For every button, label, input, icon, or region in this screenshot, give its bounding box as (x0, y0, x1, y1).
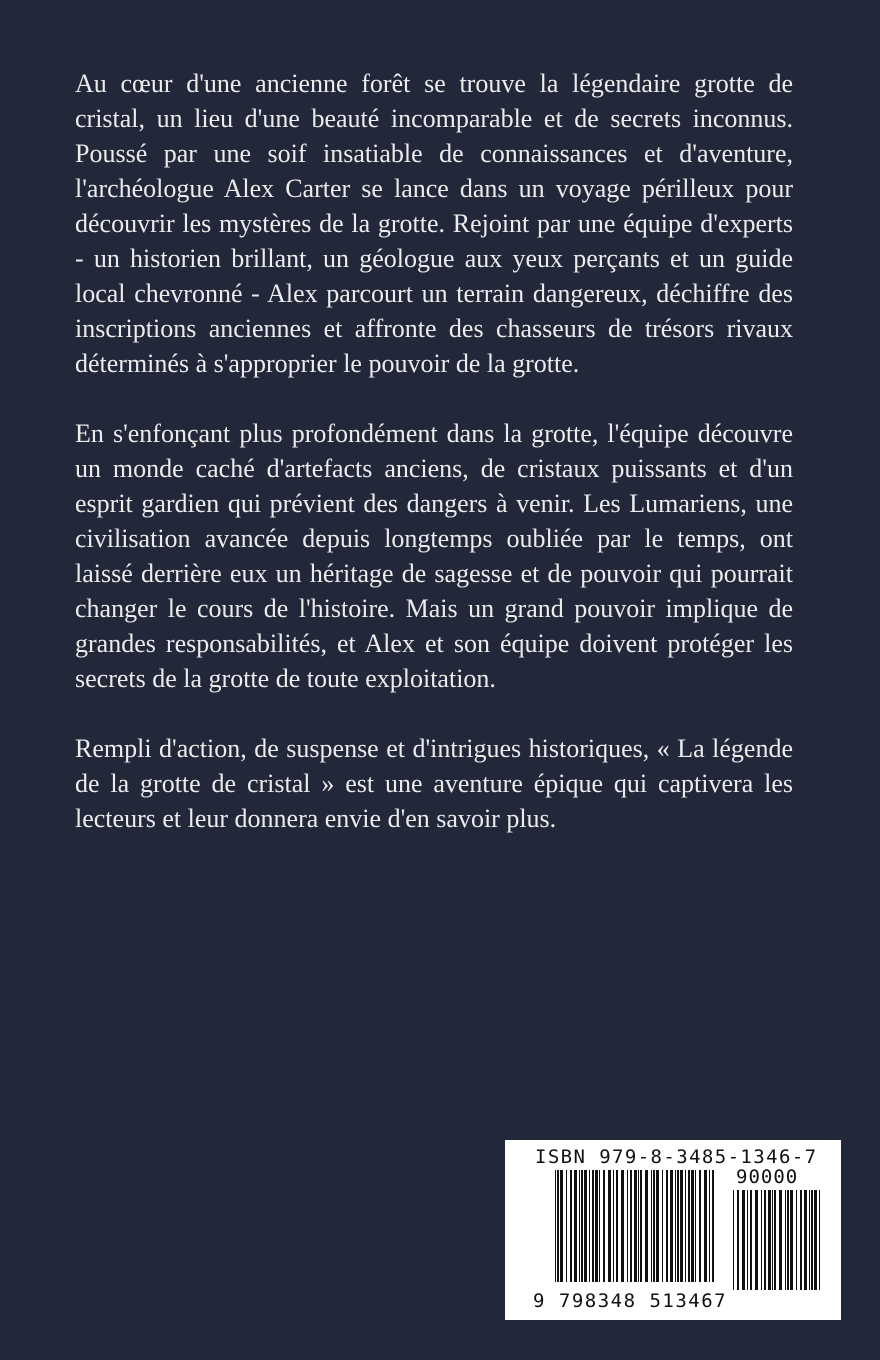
blurb-paragraph-3: Rempli d'action, de suspense et d'intrigues historiques, « La légende de la grotte de cristal » est une aventure épique qui captivera les lecteurs et leur donnera envie d'en savoir plus. (75, 734, 793, 833)
addon-bars (733, 1190, 820, 1290)
barcode-bar (574, 1170, 577, 1282)
barcode-bar (638, 1170, 639, 1282)
isbn-label: ISBN 979-8-3485-1346-7 (535, 1146, 818, 1168)
barcode-bar (653, 1170, 655, 1282)
barcode-bar (804, 1190, 807, 1290)
barcode-bar (811, 1190, 813, 1290)
barcode-bar (560, 1170, 563, 1282)
barcode-bar (814, 1190, 817, 1290)
barcode-bar (579, 1170, 580, 1282)
barcode-bar (670, 1170, 673, 1282)
barcode-bar (774, 1190, 776, 1290)
barcode-bar (599, 1170, 600, 1282)
blurb-paragraph-1: Au cœur d'une ancienne forêt se trouve la légendaire grotte de cristal, un lieu d'une beauté incomparable et de secrets inconnus. Poussé par une soif insatiable de connaissances et d'aventure, l'archéologue Alex Carter se lance dans un voyage périlleux pour découvrir les mystères de la grotte. Rejoint par une équipe d'experts - un historien brillant, un géologue aux yeux perçants et un guide local chevronné - Alex parcourt un terrain dangereux, déchiffre des inscriptions anciennes et affronte des chasseurs de trésors rivaux déterminés à s'approprier le pouvoir de la grotte. (75, 69, 793, 378)
blurb-paragraph-2: En s'enfonçant plus profondément dans la grotte, l'équipe découvre un monde caché d'artefacts anciens, de cristaux puissants et d'un esprit gardien qui prévient des dangers à venir. Les Lumariens, une civilisation avancée depuis longtemps oubliée par le temps, ont laissé derrière eux un héritage de sagesse et de pouvoir qui pourrait changer le cours de l'histoire. Mais un grand pouvoir implique de grandes responsabilités, et Alex et son équipe doivent protéger les secrets de la grotte de toute exploitation. (75, 419, 793, 693)
barcode-bar (737, 1190, 739, 1290)
barcode-bar (755, 1190, 758, 1290)
barcode-bar (764, 1190, 766, 1290)
barcode-bar (733, 1190, 734, 1290)
barcode-bar (656, 1170, 659, 1282)
barcode-bar (662, 1170, 663, 1282)
barcode-bar (589, 1170, 590, 1282)
barcode-bar (809, 1190, 810, 1290)
barcode-bar (634, 1170, 637, 1282)
barcode-bar (640, 1170, 642, 1282)
barcode-bar (688, 1170, 690, 1282)
barcode-bar (613, 1170, 614, 1282)
barcode-bar (685, 1170, 686, 1282)
barcode-bar (796, 1190, 797, 1290)
barcode-bar (761, 1190, 762, 1290)
barcode-bar (675, 1170, 676, 1282)
barcode-bar (768, 1190, 771, 1290)
barcode-bar (557, 1170, 559, 1282)
barcode-bar (651, 1170, 652, 1282)
isbn-barcode (505, 1140, 841, 1320)
barcode-ean-digits: 9 798348 513467 (533, 1290, 728, 1312)
barcode-bar (621, 1170, 624, 1282)
barcode-bar (555, 1170, 556, 1282)
barcode-addon-digits: 90000 (736, 1166, 799, 1188)
barcode-bar (695, 1170, 696, 1282)
barcode-bar (819, 1190, 820, 1290)
book-blurb (75, 66, 793, 871)
barcode-bar (595, 1170, 598, 1282)
barcode-bar (645, 1170, 648, 1282)
barcode-bar (581, 1170, 583, 1282)
barcode-bar (747, 1190, 748, 1290)
barcode-bars (521, 1170, 825, 1290)
barcode-bar (785, 1190, 786, 1290)
barcode-bar (570, 1170, 572, 1282)
barcode-bar (630, 1170, 632, 1282)
barcode-bar (699, 1170, 701, 1282)
barcode-bar (772, 1190, 773, 1290)
barcode-bar (627, 1170, 628, 1282)
barcode-bar (709, 1170, 710, 1282)
barcode-bar (742, 1190, 745, 1290)
barcode-bar (691, 1170, 694, 1282)
barcode-bar (677, 1170, 679, 1282)
barcode-bar (790, 1190, 793, 1290)
barcode-bar (800, 1190, 802, 1290)
barcode-bar (592, 1170, 594, 1282)
barcode-bar (566, 1170, 567, 1282)
ean-bars (555, 1170, 714, 1282)
barcode-bar (616, 1170, 618, 1282)
barcode-bar (603, 1170, 605, 1282)
barcode-bar (608, 1170, 611, 1282)
barcode-bar (666, 1170, 668, 1282)
barcode-bar (680, 1170, 683, 1282)
barcode-bar (584, 1170, 587, 1282)
barcode-bar (704, 1170, 707, 1282)
barcode-bar (787, 1190, 789, 1290)
barcode-bar (712, 1170, 714, 1282)
barcode-bar (750, 1190, 752, 1290)
barcode-bar (779, 1190, 782, 1290)
